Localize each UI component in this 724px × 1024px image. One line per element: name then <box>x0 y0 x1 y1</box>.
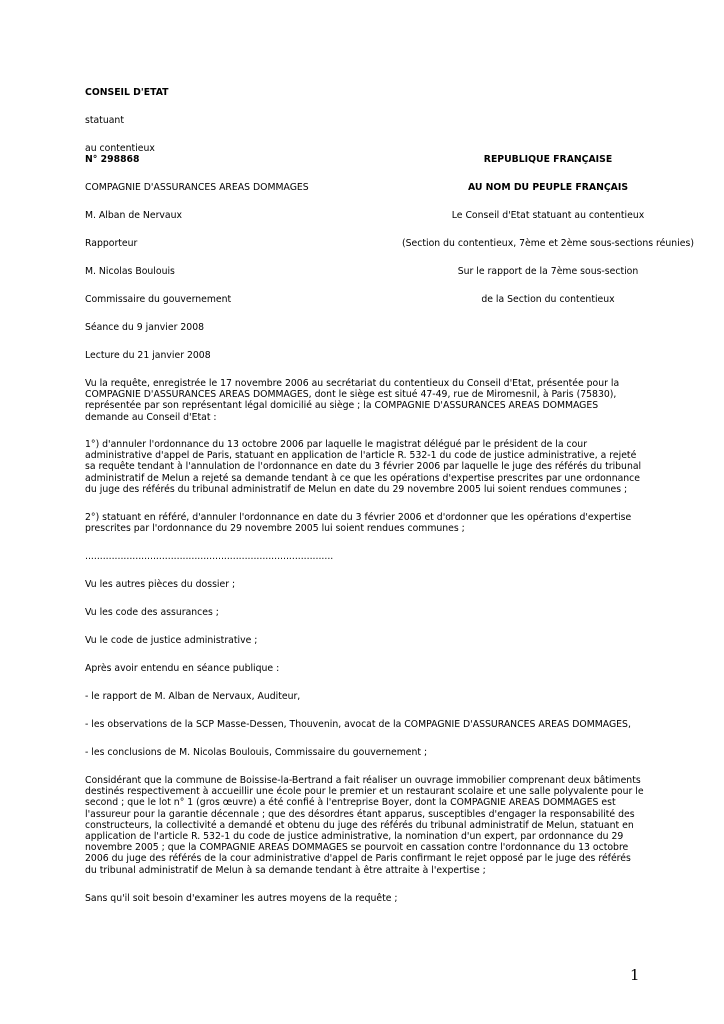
sans-besoin-line: Sans qu'il soit besoin d'examiner les autres moyens de la requête ; <box>85 893 398 904</box>
case-number: N° 298868 <box>85 154 140 165</box>
text-line: 2°) statuant en référé, d'annuler l'ordonnance en date du 3 février 2006 et d'ordonner que les opérations d'expertise <box>85 512 632 523</box>
text-line: du tribunal administratif de Melun à sa demande tendant à être attraite à l'expertise ; <box>85 864 486 876</box>
considerant-paragraph <box>85 775 645 876</box>
text-line: administratif de Melun a rejeté sa demande tendant à ce que les opérations d'expertise prescrites par une ordonnance <box>85 472 641 484</box>
text-line: administrative d'appel de Paris, statuant en application de l'article R. 532-1 du code de justice administrative, a rejeté <box>85 450 637 462</box>
text-line: Considérant que la commune de Boissise-la-Bertrand a fait réaliser un ouvrage immobilier comprenant deux bâtiments <box>85 775 641 786</box>
point-1-paragraph <box>85 439 645 495</box>
text-line: destinés respectivement à accueillir une école pour le premier et un restaurant scolaire et une salle polyvalente pour le <box>85 786 644 798</box>
vu-code-justice: Vu le code de justice administrative ; <box>85 635 258 646</box>
conseil-statuant: Le Conseil d'Etat statuant au contentieux <box>451 210 645 221</box>
text-line: application de l'article R. 532-1 du code de justice administrative, la nomination d'un expert, par ordonnance du 29 <box>85 831 624 843</box>
text-line: COMPAGNIE D'ASSURANCES AREAS DOMMAGES, dont le siège est situé 47-49, rue de Miromesnil, à Paris (75830), <box>85 389 617 401</box>
text-line: l'assureur pour la garantie décennale ; que des désordres étant apparus, susceptibles d'engager la responsabilité des <box>85 808 635 820</box>
seance-date: Séance du 9 janvier 2008 <box>85 322 205 333</box>
text-line: du juge des référés du tribunal administratif de Melun en date du 29 novembre 2005 lui soient rendues communes ; <box>85 483 628 495</box>
page-number: 1 <box>630 966 640 984</box>
commissaire-name: M. Nicolas Boulouis <box>85 266 175 277</box>
vu-requete-paragraph <box>85 378 645 423</box>
rapporteur-label: Rapporteur <box>85 238 138 249</box>
apres-audience: Après avoir entendu en séance publique : <box>85 663 280 674</box>
text-line: 2006 du juge des référés de la cour administrative d'appel de Paris confirmant le rejet opposé par le juge des référés <box>85 853 631 865</box>
conclusions-line: - les conclusions de M. Nicolas Boulouis, Commissaire du gouvernement ; <box>85 747 428 758</box>
rapport-sous-section: Sur le rapport de la 7ème sous-section <box>457 266 639 277</box>
text-line: représentée par son représentant légal domicilié au siège ; la COMPAGNIE D'ASSURANCES AREAS DOMMAGES <box>85 400 599 412</box>
text-line: novembre 2005 ; que la COMPAGNIE AREAS DOMMAGES se pourvoit en cassation contre l'ordonnance du 13 octobre <box>85 842 629 854</box>
court-name: CONSEIL D'ETAT <box>85 87 169 98</box>
text-line: 1°) d'annuler l'ordonnance du 13 octobre 2006 par laquelle le magistrat délégué par le président de la cour <box>85 439 588 450</box>
section-contentieux: de la Section du contentieux <box>481 294 615 305</box>
peuple-heading: AU NOM DU PEUPLE FRANÇAIS <box>467 182 629 193</box>
rapport-line: - le rapport de M. Alban de Nervaux, Auditeur, <box>85 691 301 702</box>
statuant-label: statuant <box>85 115 124 126</box>
text-line: second ; que le lot n° 1 (gros œuvre) a été confié à l'entreprise Boyer, dont la COMPAGNIE AREAS DOMMAGES est <box>85 797 616 809</box>
commissaire-label: Commissaire du gouvernement <box>85 294 232 305</box>
republic-heading: REPUBLIQUE FRANÇAISE <box>483 154 613 165</box>
observations-line: - les observations de la SCP Masse-Dessen, Thouvenin, avocat de la COMPAGNIE D'ASSURANCES AREAS DOMMAGES, <box>85 719 631 730</box>
point-2-paragraph <box>85 512 645 534</box>
contentieux-label: au contentieux <box>85 143 155 154</box>
vu-code-assurances: Vu les code des assurances ; <box>85 607 219 618</box>
text-line: prescrites par l'ordonnance du 29 novembre 2005 lui soient rendues communes ; <box>85 523 465 535</box>
text-line: sa requête tendant à l'annulation de l'ordonnance en date du 3 février 2006 par laquelle le juge des référés du tribunal <box>85 461 642 473</box>
text-line: demande au Conseil d'Etat : <box>85 411 217 423</box>
vu-pieces: Vu les autres pièces du dossier ; <box>85 579 236 590</box>
section-reunies: (Section du contentieux, 7ème et 2ème sous-sections réunies) <box>402 238 694 249</box>
party-name: COMPAGNIE D'ASSURANCES AREAS DOMMAGES <box>85 182 309 193</box>
text-line: constructeurs, la collectivité a demandé et obtenu du juge des référés du tribunal administratif de Melun, statuant en <box>85 819 634 831</box>
lecture-date: Lecture du 21 janvier 2008 <box>85 350 211 361</box>
text-line: Vu la requête, enregistrée le 17 novembre 2006 au secrétariat du contentieux du Conseil d'Etat, présentée pour la <box>85 378 620 389</box>
rapporteur-name: M. Alban de Nervaux <box>85 210 182 221</box>
dotted-separator: .................................................................................... <box>85 551 334 562</box>
